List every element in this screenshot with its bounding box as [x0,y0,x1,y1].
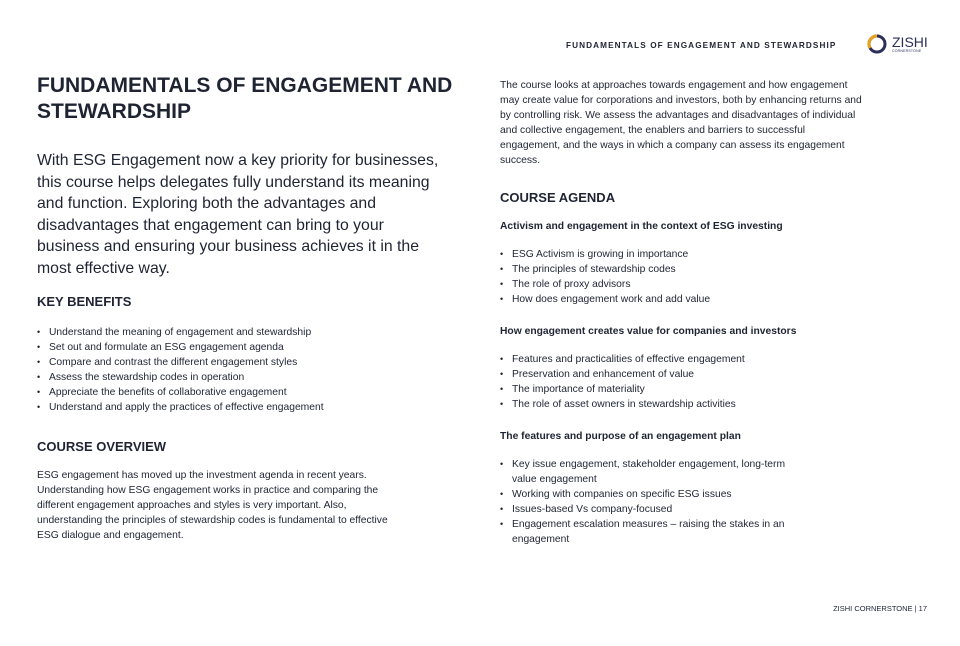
list-item: • Assess the stewardship codes in operation [37,370,457,385]
list-item: • The principles of stewardship codes [500,262,830,277]
agenda-section-title: Activism and engagement in the context of ESG investing [500,221,783,232]
list-item: • The role of proxy advisors [500,277,830,292]
list-item: • ESG Activism is growing in importance [500,247,830,262]
agenda-section-title: The features and purpose of an engagement plan [500,431,741,442]
list-item: • Set out and formulate an ESG engagement agenda [37,340,457,355]
list-item: • The role of asset owners in stewardship activities [500,397,840,412]
agenda-section [500,326,840,412]
intro-text: With ESG Engagement now a key priority for businesses, this course helps delegates fully understand its meaning and function. Exploring both the advantages and disadvantages that engagement can bring to your business and ensuring your business achieves it in the most effective way. [37,152,439,277]
course-overview-heading: COURSE OVERVIEW [37,439,167,454]
logo [866,33,928,55]
running-header: FUNDAMENTALS OF ENGAGEMENT AND STEWARDSHIP [566,41,837,50]
list-item: • Understand the meaning of engagement and stewardship [37,325,457,340]
page-title: FUNDAMENTALS OF ENGAGEMENT AND STEWARDSHIP [37,74,453,123]
list-item: • Issues-based Vs company-focused [500,502,790,517]
course-overview-text: ESG engagement has moved up the investment agenda in recent years. Understanding how ESG engagement works in practice and comparing the different engagement approaches and styles is very important. Also, understanding the principles of stewardship codes is fundamental to effective ESG dialogue and engagement. [37,470,388,541]
agenda-section-title: How engagement creates value for companies and investors [500,326,797,337]
logo-subtext: CORNERSTONE [892,48,922,53]
logo-text: ZISHI [892,33,928,50]
list-item: • Key issue engagement, stakeholder engagement, long-term value engagement [500,457,790,487]
list-item: • Working with companies on specific ESG issues [500,487,790,502]
list-item: • The importance of materiality [500,382,840,397]
list-item: • Compare and contrast the different engagement styles [37,355,457,370]
key-benefits-list [37,325,457,415]
agenda-section [500,221,830,307]
list-item: • Features and practicalities of effective engagement [500,352,840,367]
right-intro-text: The course looks at approaches towards engagement and how engagement may create value for corporations and investors, both by enhancing returns and by controlling risk. We assess the advantages and disadvantages of individual and collective engagement, the enablers and barriers to successful engagement, and the ways in which a company can assess its engagement success. [500,80,862,166]
key-benefits-heading: KEY BENEFITS [37,294,132,309]
agenda-section [500,431,800,547]
list-item: • Understand and apply the practices of effective engagement [37,400,457,415]
page-footer: ZISHI CORNERSTONE | 17 [833,604,927,613]
list-item: • How does engagement work and add value [500,292,830,307]
list-item: • Preservation and enhancement of value [500,367,840,382]
list-item: • Appreciate the benefits of collaborative engagement [37,385,457,400]
course-agenda-heading: COURSE AGENDA [500,190,616,205]
list-item: • Engagement escalation measures – raising the stakes in an engagement [500,517,790,547]
logo-ring-icon [866,33,888,55]
